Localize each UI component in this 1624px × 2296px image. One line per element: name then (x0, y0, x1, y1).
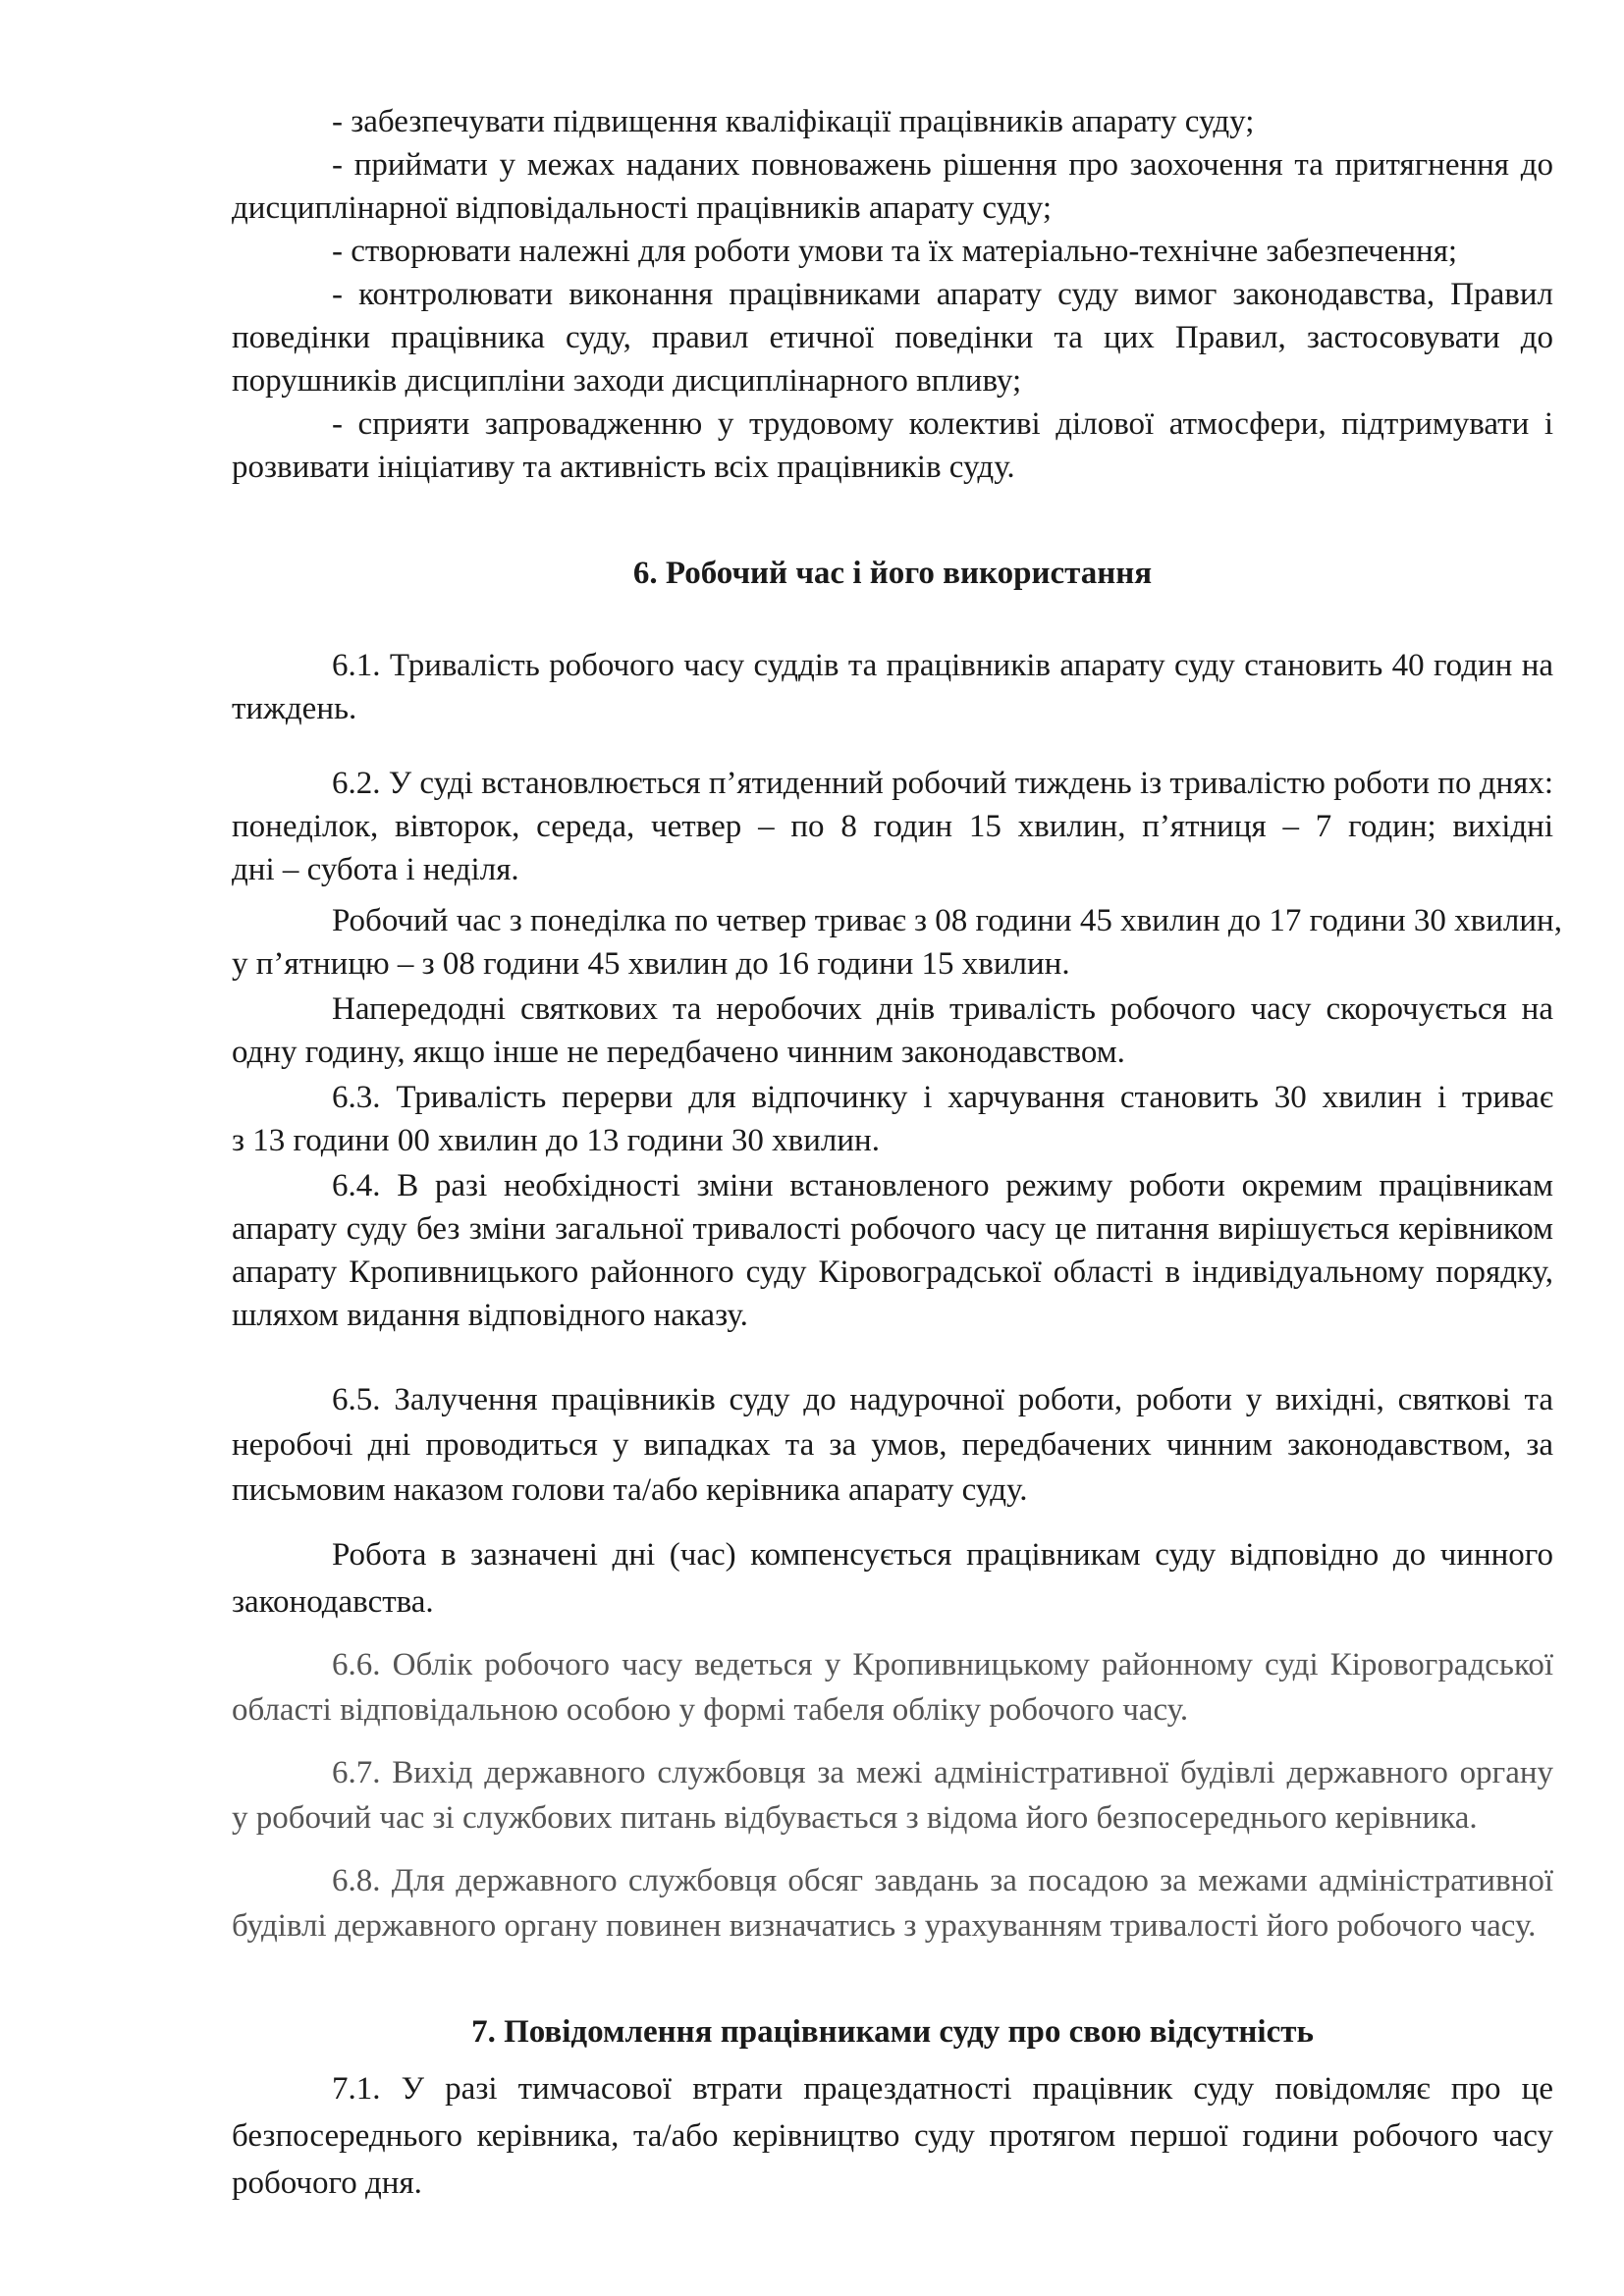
paragraph-line: 6.4. В разі необхідності зміни встановленого режиму роботи окремим працівникам (332, 1168, 1553, 1203)
paragraph-line: області відповідальною особою у формі табеля обліку робочого часу. (232, 1692, 1189, 1728)
duty-item: - забезпечувати підвищення кваліфікації працівників апарату суду; (332, 104, 1255, 139)
paragraph-line: 6.3. Тривалість перерви для відпочинку і харчування становить 30 хвилин і триває (332, 1080, 1553, 1115)
paragraph-line: 6.8. Для державного службовця обсяг завдань за посадою за межами адміністративної (332, 1863, 1553, 1898)
paragraph-line: 7.1. У разі тимчасової втрати працездатності працівник суду повідомляє про це (332, 2071, 1553, 2107)
duty-item: - приймати у межах наданих повноважень рішення про заохочення та притягнення до (332, 147, 1553, 183)
duty-item: - контролювати виконання працівниками апарату суду вимог законодавства, Правил (332, 277, 1553, 312)
paragraph-line: Робота в зазначені дні (час) компенсується працівникам суду відповідно до чинного (332, 1537, 1553, 1573)
paragraph-line: одну годину, якщо інше не передбачено чинним законодавством. (232, 1035, 1125, 1070)
duty-item: - створювати належні для роботи умови та їх матеріально-технічне забезпечення; (332, 234, 1458, 269)
paragraph-line: 6.5. Залучення працівників суду до надурочної роботи, роботи у вихідні, святкові та (332, 1382, 1553, 1417)
paragraph-line: неробочі дні проводиться у випадках та за умов, передбачених чинним законодавством, за (232, 1427, 1553, 1463)
duty-item-continuation: порушників дисципліни заходи дисциплінарного впливу; (232, 363, 1022, 399)
paragraph-line: тиждень. (232, 691, 357, 726)
paragraph-line: у п’ятницю – з 08 години 45 хвилин до 16 години 15 хвилин. (232, 946, 1070, 982)
paragraph-line: дні – субота і неділя. (232, 852, 519, 887)
paragraph-line: апарату Кропивницького районного суду Кіровоградської області в індивідуальному порядку, (232, 1255, 1553, 1290)
duty-item-continuation: розвивати ініціативу та активність всіх працівників суду. (232, 450, 1015, 485)
paragraph-line: Напередодні святкових та неробочих днів тривалість робочого часу скорочується на (332, 991, 1553, 1027)
paragraph-line: Робочий час з понеділка по четвер триває з 08 години 45 хвилин до 17 години 30 хвилин, (332, 903, 1562, 938)
paragraph-line: понеділок, вівторок, середа, четвер – по 8 годин 15 хвилин, п’ятниця – 7 годин; вихідні (232, 809, 1553, 844)
paragraph-line: законодавства. (232, 1584, 434, 1620)
section-6-heading: 6. Робочий час і його використання (632, 556, 1153, 591)
section-7-heading: 7. Повідомлення працівниками суду про свою відсутність (471, 2014, 1314, 2050)
paragraph-line: будівлі державного органу повинен визначатись з урахуванням тривалості його робочого часу. (232, 1908, 1537, 1944)
paragraph-line: письмовим наказом голови та/або керівника апарату суду. (232, 1472, 1028, 1508)
duty-item: - сприяти запровадженню у трудовому колективі ділової атмосфери, підтримувати і (332, 406, 1553, 442)
paragraph-line: 6.6. Облік робочого часу ведеться у Кропивницькому районному суді Кіровоградської (332, 1647, 1553, 1682)
paragraph-line: у робочий час зі службових питань відбувається з відома його безпосереднього керівника. (232, 1800, 1478, 1836)
paragraph-line: 6.2. У суді встановлюється п’ятиденний робочий тиждень із тривалістю роботи по днях: (332, 766, 1553, 801)
paragraph-line: 6.1. Тривалість робочого часу суддів та працівників апарату суду становить 40 годин на (332, 648, 1553, 683)
paragraph-line: з 13 години 00 хвилин до 13 години 30 хвилин. (232, 1123, 880, 1158)
paragraph-line: робочого дня. (232, 2165, 422, 2201)
duty-item-continuation: дисциплінарної відповідальності працівників апарату суду; (232, 190, 1053, 226)
duty-item-continuation: поведінки працівника суду, правил етичної поведінки та цих Правил, застосовувати до (232, 320, 1553, 355)
paragraph-line: шляхом видання відповідного наказу. (232, 1298, 748, 1333)
paragraph-line: апарату суду без зміни загальної тривалості робочого часу це питання вирішується керівником (232, 1211, 1553, 1247)
paragraph-line: безпосереднього керівника, та/або керівництво суду протягом першої години робочого часу (232, 2118, 1553, 2154)
paragraph-line: 6.7. Вихід державного службовця за межі адміністративної будівлі державного органу (332, 1755, 1553, 1790)
